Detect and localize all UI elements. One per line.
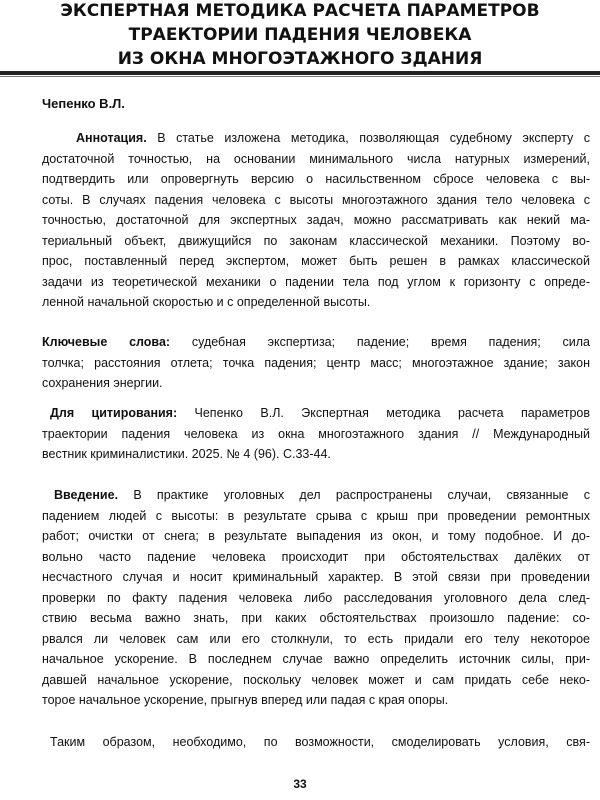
intro-line: работ; очистки от снега; в результате выпадения из окон, и тому подобное. И до- bbox=[42, 529, 590, 543]
abstract-line: ленной начальной скоростью и с определенной высоты. bbox=[42, 295, 371, 309]
article-header bbox=[0, 0, 600, 70]
abstract-line: достаточной точностью, на основании минимального числа натурных измерений, bbox=[42, 151, 590, 166]
abstract-paragraph bbox=[42, 128, 590, 313]
keywords-label: Ключевые слова: bbox=[42, 335, 171, 349]
citation-line: траектории падения человека из окна многоэтажного здания // Международный bbox=[42, 426, 590, 441]
intro-line: несчастного случая и носит криминальный характер. В этой связи при проведении bbox=[42, 570, 590, 584]
next-paragraph bbox=[42, 732, 590, 753]
abstract-line: точностью, достаточной для экспертных задач, можно рассматривать как некий ма- bbox=[42, 213, 590, 227]
keywords-paragraph bbox=[42, 332, 590, 394]
next-paragraph-line: Таким образом, необходимо, по возможности, смоделировать условия, свя- bbox=[50, 735, 590, 749]
article-title-line-2: ТРАЕКТОРИИ ПАДЕНИЯ ЧЕЛОВЕКА bbox=[128, 25, 472, 45]
citation-paragraph bbox=[42, 403, 590, 465]
intro-line: давшей начальное ускорение, поскольку человек может и сам придать себе неко- bbox=[42, 672, 590, 687]
abstract-line: Аннотация. В статье изложена методика, позволяющая судебному эксперту с bbox=[76, 131, 590, 145]
abstract-line: териальный объект, движущийся по законам классической механики. Поэтому во- bbox=[42, 233, 590, 248]
citation-line: вестник криминалистики. 2025. № 4 (96). С.33-44. bbox=[42, 447, 331, 461]
intro-line: начальное ускорение. В последнем случае важно определить источник силы, при- bbox=[42, 652, 590, 666]
article-title-line-3: ИЗ ОКНА МНОГОЭТАЖНОГО ЗДАНИЯ bbox=[117, 49, 483, 69]
author-name: Чепенко В.Л. bbox=[42, 96, 125, 111]
intro-line: Введение. В практике уголовных дел распространены случаи, связанные с bbox=[54, 488, 590, 502]
intro-line: вольно часто падение человека происходит при обстоятельствах далёких от bbox=[42, 549, 590, 564]
keywords-line: сохранения энергии. bbox=[42, 376, 163, 390]
abstract-line: соты. В случаях падения человека с высоты многоэтажного здания тело человека с bbox=[42, 192, 590, 207]
abstract-line: прос, поставленный перед экспертом, может быть решен в рамках классической bbox=[42, 254, 590, 268]
keywords-line: Ключевые слова: судебная экспертиза; падение; время падения; сила bbox=[42, 335, 590, 349]
abstract-line: задачи из теоретической механики о падении тела под углом к горизонту с опреде- bbox=[42, 274, 590, 289]
abstract-line: подтвердить или опровергнуть версию о насильственном сбросе человека с вы- bbox=[42, 172, 590, 186]
intro-line: ствию весьма важно знать, при каких обстоятельствах произошло падение: со- bbox=[42, 611, 590, 625]
citation-line: Для цитирования: Чепенко В.Л. Экспертная методика расчета параметров bbox=[50, 406, 590, 420]
intro-line: падением людей с высоты: в результате срыва с крыш при проведении ремонтных bbox=[42, 508, 590, 523]
keywords-line: толчка; расстояния отлета; точка падения; центр масс; многоэтажное здание; закон bbox=[42, 355, 590, 370]
page-number: 33 bbox=[293, 777, 307, 791]
intro-label: Введение. bbox=[54, 488, 119, 502]
header-rule-thin bbox=[0, 76, 600, 77]
citation-label: Для цитирования: bbox=[50, 406, 178, 420]
abstract-label: Аннотация. bbox=[76, 131, 147, 145]
article-title-line-1: ЭКСПЕРТНАЯ МЕТОДИКА РАСЧЕТА ПАРАМЕТРОВ bbox=[60, 1, 540, 21]
introduction-paragraph bbox=[42, 485, 590, 711]
header-rule bbox=[0, 71, 600, 75]
intro-line: проверки по факту падения человека либо расследования уголовного дела след- bbox=[42, 590, 590, 605]
intro-line: рвался ли человек сам или его столкнули, то есть придали его телу некоторое bbox=[42, 631, 590, 646]
intro-line: торое начальное ускорение, прыгнув вперед или падая с края опоры. bbox=[42, 693, 449, 707]
